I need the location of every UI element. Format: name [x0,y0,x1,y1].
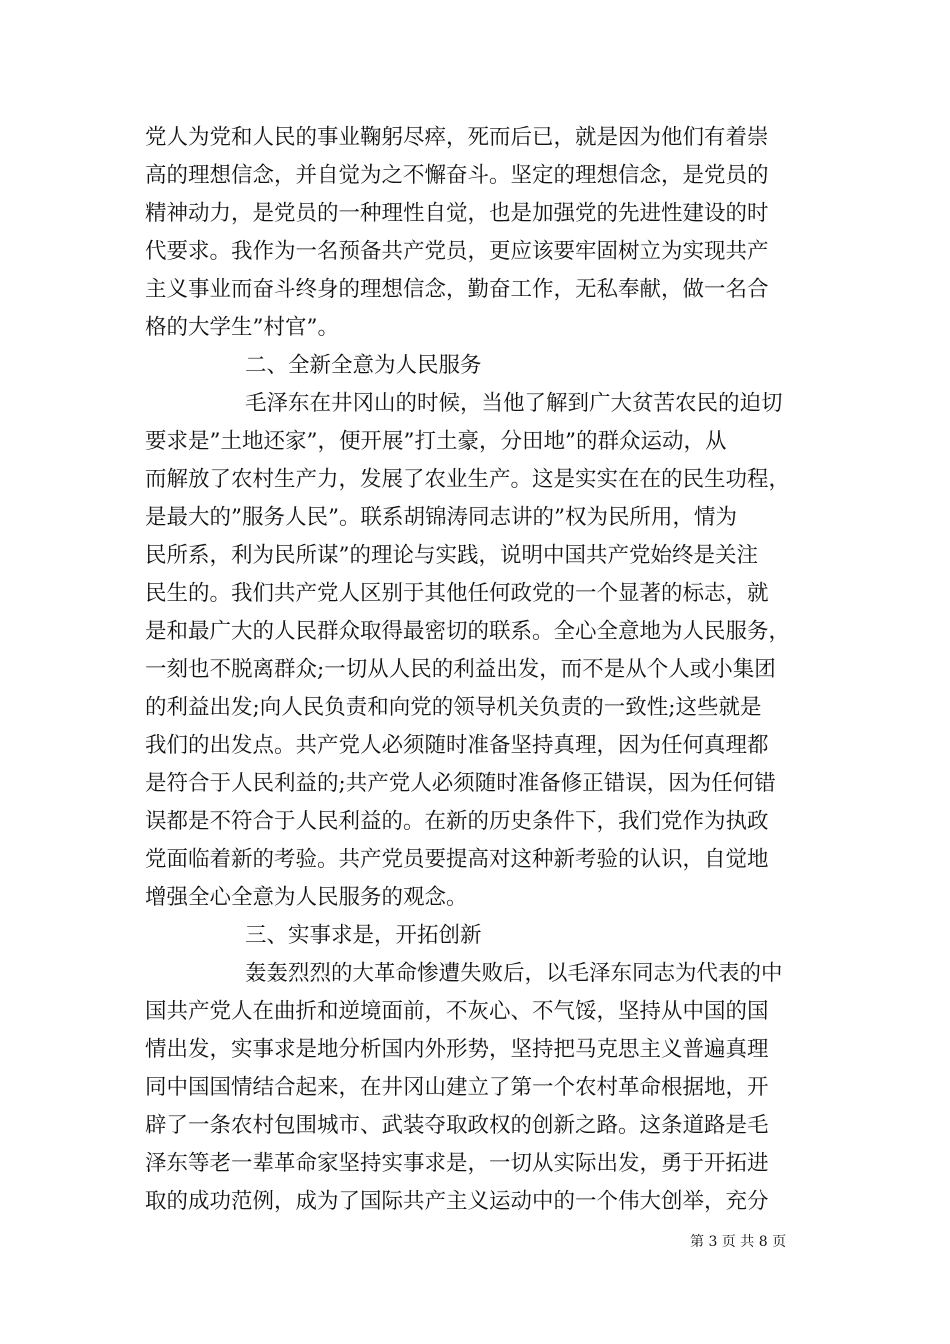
body-text-line: 主义事业而奋斗终身的理想信念，勤奋工作，无私奉献，做一名合 [145,277,769,302]
body-text-line: 国共产党人在曲折和逆境面前，不灰心、不气馁，坚持从中国的国 [145,999,769,1024]
body-text-line: 是符合于人民利益的;共产党人必须随时准备修正错误，因为任何错 [145,771,776,796]
body-text-line: 泽东等老一辈革命家坚持实事求是，一切从实际出发，勇于开拓进 [145,1151,769,1176]
body-text-line: 要求是”土地还家”，便开展”打土豪，分田地”的群众运动，从 [145,429,727,454]
body-text-line: 毛泽东在井冈山的时候，当他了解到广大贫苦农民的迫切 [245,391,783,416]
body-text-line: 我们的出发点。共产党人必须随时准备坚持真理，因为任何真理都 [145,733,769,758]
body-text-line: 而解放了农村生产力，发展了农业生产。这是实实在在的民生功程， [145,467,791,492]
body-text-line: 增强全心全意为人民服务的观念。 [145,885,468,910]
body-text-line: 民生的。我们共产党人区别于其他任何政党的一个显著的标志，就 [145,581,769,606]
body-text-line: 代要求。我作为一名预备共产党员，更应该要牢固树立为实现共产 [145,239,769,264]
body-text-line: 精神动力，是党员的一种理性自觉，也是加强党的先进性建设的时 [145,201,769,226]
body-text-line: 的利益出发;向人民负责和向党的领导机关负责的一致性;这些就是 [145,695,762,720]
body-text-line: 民所系，利为民所谋”的理论与实践，说明中国共产党始终是关注 [145,543,758,568]
body-text-line: 党面临着新的考验。共产党员要提高对这种新考验的认识，自觉地 [145,847,769,872]
body-text-line: 辟了一条农村包围城市、武装夺取政权的创新之路。这条道路是毛 [145,1113,769,1138]
body-text-line: 是最大的”服务人民”。联系胡锦涛同志讲的”权为民所用，情为 [145,505,737,530]
body-text-line: 格的大学生”村官”。 [145,315,339,340]
body-text-line: 取的成功范例，成为了国际共产主义运动中的一个伟大创举，充分 [145,1189,769,1214]
page-number-footer: 第 3 页 共 8 页 [690,1234,787,1250]
body-text-line: 轰轰烈烈的大革命惨遭失败后，以毛泽东同志为代表的中 [245,961,783,986]
body-text-line: 误都是不符合于人民利益的。在新的历史条件下，我们党作为执政 [145,809,769,834]
body-text-line: 高的理想信念，并自觉为之不懈奋斗。坚定的理想信念，是党员的 [145,163,769,188]
body-text-line: 是和最广大的人民群众取得最密切的联系。全心全意地为人民服务， [145,619,791,644]
body-text-line: 党人为党和人民的事业鞠躬尽瘁，死而后已，就是因为他们有着崇 [145,125,769,150]
section-heading: 二、全新全意为人民服务 [245,353,482,378]
body-text-line: 同中国国情结合起来，在井冈山建立了第一个农村革命根据地，开 [145,1075,769,1100]
body-text-line: 一刻也不脱离群众;一切从人民的利益出发，而不是从个人或小集团 [145,657,776,682]
section-heading: 三、实事求是，开拓创新 [245,923,482,948]
body-text-line: 情出发，实事求是地分析国内外形势，坚持把马克思主义普遍真理 [145,1037,769,1062]
